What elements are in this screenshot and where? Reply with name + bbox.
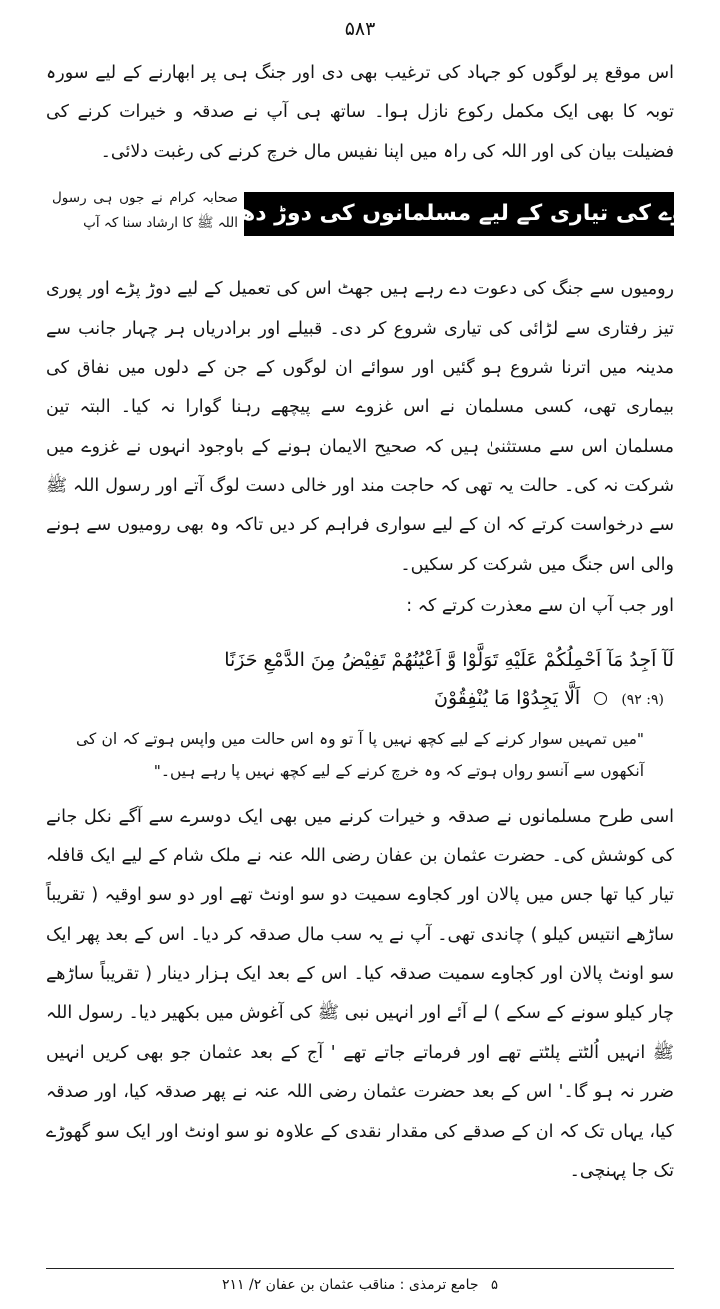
section-heading-block [46,186,714,260]
verse-line-2-row [46,679,674,717]
verse-line-1: لَآ اَجِدُ مَآ اَحْمِلُكُمْ عَلَيْهِ تَوَلَّوْا وَّ اَعْيُنُهُمْ تَفِيْضُ مِنَ الدَّمْعِ حَزَنًا [224,648,674,671]
section-heading-text: غزوے کی تیاری کے لیے مسلمانوں کی دوڑ دھوپ [204,200,714,226]
paragraph-intro: اس موقع پر لوگوں کو جہاد کی ترغیب بھی دی اور جنگ ہی پر ابھارنے کے لیے سورہ توبہ کا بھی ایک مکمل رکوع نازل ہوا۔ ساتھ ہی آپ نے صدقہ و خیرات کرنے کی فضیلت بیان کی اور اللہ کی راہ میں اپنا نفیس مال خرچ کرنے کی رغبت دلائی۔ [46,63,674,162]
verse-end-circle-icon [594,692,607,705]
section-heading-side-text: صحابہ کرام نے جوں ہی رسول اللہ ﷺ کا ارشاد سنا کہ آپ [52,190,238,232]
footnote [46,1268,674,1293]
document-body [46,54,714,1191]
paragraph-charity: اسی طرح مسلمانوں نے صدقہ و خیرات کرنے میں بھی ایک دوسرے سے آگے نکل جانے کی کوشش کی۔ حضرت عثمان بن عفان رضی اللہ عنہ نے ملک شام کے لیے ایک قافلہ تیار کیا تھا جس میں پالان اور کجاوے سمیت دو سو اونٹ تھے اور دو سو اوقیہ ( تقریباً ساڑھے انتیس کیلو ) چاندی تھی۔ آپ نے یہ سب مال صدقہ کر دیا۔ اس کے بعد پھر ایک سو اونٹ پالان اور کجاوے سمیت صدقہ کیا۔ اس کے بعد ایک ہزار دینار ( تقریباً ساڑھے چار کیلو سونے کے سکے ) لے آئے اور انہیں نبی ﷺ کی آغوش میں بکھیر دیا۔ رسول اللہ ﷺ انہیں اُلٹتے پلٹتے تھے اور فرماتے جاتے تھے ' آج کے بعد عثمان جو بھی کریں انہیں ضرر نہ ہو گا۔' اس کے بعد حضرت عثمان رضی اللہ عنہ نے پھر صدقہ کیا، اور صدقہ کیا، یہاں تک کہ ان کے صدقے کی مقدار نقدی کے علاوہ نو سو اونٹ اور ایک سو گھوڑے تک جا پہنچی۔ [46,806,674,1181]
footnote-divider [46,1268,674,1269]
verse-translation: "میں تمہیں سوار کرنے کے لیے کچھ نہیں پا آ تو وہ اس حالت میں واپس ہوتے کہ ان کی آنکھوں سے آنسو رواں ہوتے کہ وہ خرچ کرنے کے لیے کچھ نہیں پا رہے ہیں۔" [76,729,644,781]
paragraph-preparation: رومیوں سے جنگ کی دعوت دے رہے ہیں جھٹ اس کی تعمیل کے لیے دوڑ پڑے اور پوری تیز رفتاری سے لڑائی کی تیاری شروع کر دی۔ قبیلے اور برادریاں ہر چہار جانب سے مدینہ میں اترنا شروع ہو گئیں اور سوائے ان لوگوں کے جن کے دلوں میں نفاق کی بیماری تھی، کسی مسلمان نے اس غزوے سے پیچھے رہنا گوارا نہ کیا۔ البتہ تین مسلمان اس سے مستثنیٰ ہیں کہ صحیح الایمان ہونے کے باوجود انہوں نے غزوے میں شرکت نہ کی۔ حالت یہ تھی کہ حاجت مند اور خالی دست لوگ آتے اور رسول اللہ ﷺ سے درخواست کرتے کہ ان کے لیے سواری فراہم کر دیں تاکہ وہ بھی رومیوں سے ہونے والی اس جنگ میں شرکت کر سکیں۔ [46,279,674,575]
verse-line-2: اَلَّا يَجِدُوْا مَا يُنْفِقُوْنَ [434,686,581,709]
paragraph-before-verse: اور جب آپ ان سے معذرت کرتے کہ : [406,596,674,617]
verse-reference: (۹: ۹۲) [621,691,664,708]
footnote-marker: ۵ [491,1278,499,1293]
quran-verse-block [46,641,674,717]
footnote-text: جامع ترمذی : مناقب عثمان بن عفان ۲/ ۲۱۱ [221,1277,479,1293]
section-heading-bar [204,192,714,236]
page-number: ۵۸۳ [344,18,376,40]
